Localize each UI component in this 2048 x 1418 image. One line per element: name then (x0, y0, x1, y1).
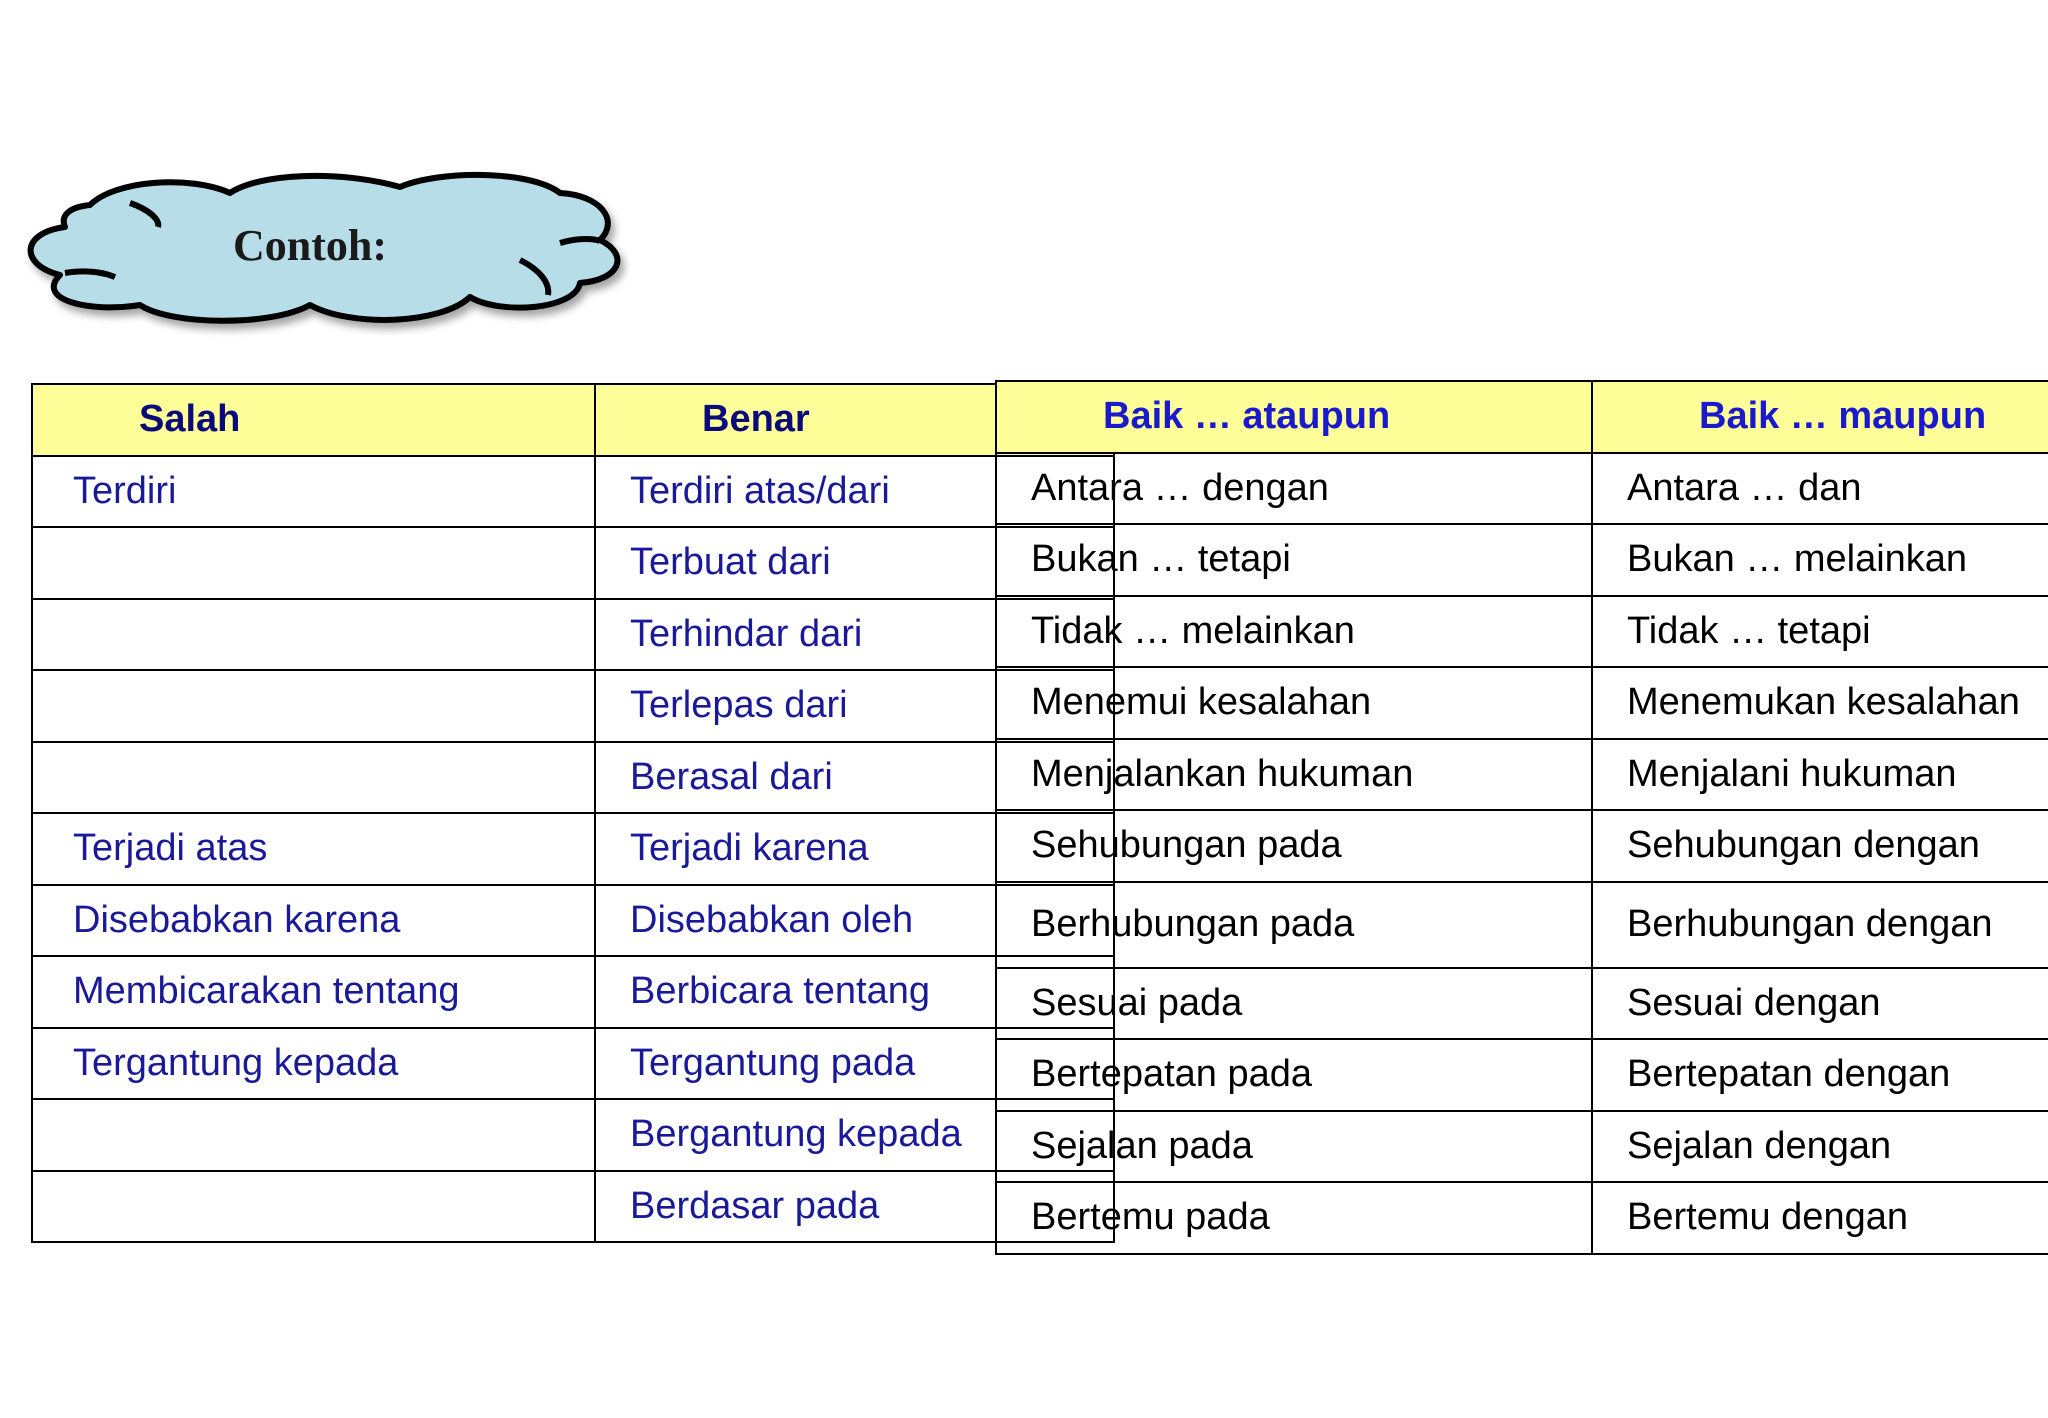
table-cell: Terlepas dari (595, 670, 1114, 742)
table-row (32, 885, 1114, 957)
kata-penghubung-table (995, 380, 2048, 1255)
table-cell (32, 670, 595, 742)
table-cell: Terdiri (32, 456, 595, 528)
table-cell: Antara … dan (1592, 453, 2048, 525)
table-cell: Tidak … tetapi (1592, 596, 2048, 668)
contoh-cloud-callout (20, 165, 630, 345)
table-cell: Antara … dengan (996, 453, 1592, 525)
table-row (32, 1028, 1114, 1100)
table-row (32, 956, 1114, 1028)
table-cell: Berasal dari (595, 742, 1114, 814)
table-cell: Sesuai pada (996, 968, 1592, 1040)
column-header-salah: Salah (32, 384, 595, 456)
column-header-benar: Benar (595, 384, 1114, 456)
table-header-row (996, 381, 2048, 453)
table-cell: Bertepatan dengan (1592, 1039, 2048, 1111)
table-cell: Berhubungan pada (996, 882, 1592, 968)
table-row (996, 596, 2048, 668)
table-cell (32, 527, 595, 599)
table-row (32, 813, 1114, 885)
table-cell: Tergantung kepada (32, 1028, 595, 1100)
table-cell (32, 1171, 595, 1243)
column-header-baik-maupun: Baik … maupun (1592, 381, 2048, 453)
table-cell (32, 599, 595, 671)
table-row (32, 1171, 1114, 1243)
table-cell: Disebabkan karena (32, 885, 595, 957)
table-header-row (32, 384, 1114, 456)
table-cell: Berbicara tentang (595, 956, 1114, 1028)
table-row (996, 968, 2048, 1040)
table-cell: Bukan … melainkan (1592, 524, 2048, 596)
table-cell: Sejalan dengan (1592, 1111, 2048, 1183)
table-row (996, 524, 2048, 596)
table-row (32, 527, 1114, 599)
table-cell: Terdiri atas/dari (595, 456, 1114, 528)
table-row (996, 739, 2048, 811)
table-row (996, 453, 2048, 525)
table-cell: Berhubungan dengan (1592, 882, 2048, 968)
table-cell: Sehubungan pada (996, 810, 1592, 882)
table-cell: Tidak … melainkan (996, 596, 1592, 668)
table-row (996, 1182, 2048, 1254)
table-cell: Tergantung pada (595, 1028, 1114, 1100)
table-cell: Bertepatan pada (996, 1039, 1592, 1111)
table-row (32, 456, 1114, 528)
table-row (996, 882, 2048, 968)
table-cell: Terhindar dari (595, 599, 1114, 671)
column-header-baik-ataupun: Baik … ataupun (996, 381, 1592, 453)
table-cell (32, 742, 595, 814)
table-cell: Sehubungan dengan (1592, 810, 2048, 882)
table-cell: Bertemu dengan (1592, 1182, 2048, 1254)
table-row (996, 1039, 2048, 1111)
table-row (996, 1111, 2048, 1183)
table-cell: Terbuat dari (595, 527, 1114, 599)
table-cell: Membicarakan tentang (32, 956, 595, 1028)
table-row (996, 810, 2048, 882)
table-cell: Menjalani hukuman (1592, 739, 2048, 811)
table-cell: Sejalan pada (996, 1111, 1592, 1183)
salah-benar-table (31, 383, 1115, 1243)
table-cell: Sesuai dengan (1592, 968, 2048, 1040)
table-cell: Bukan … tetapi (996, 524, 1592, 596)
table-cell: Menemukan kesalahan (1592, 667, 2048, 739)
table-cell: Terjadi karena (595, 813, 1114, 885)
table-cell: Menjalankan hukuman (996, 739, 1592, 811)
table-cell: Berdasar pada (595, 1171, 1114, 1243)
table-cell: Menemui kesalahan (996, 667, 1592, 739)
cloud-label: Contoh: (233, 221, 388, 270)
table-cell (32, 1099, 595, 1171)
table-cell: Bergantung kepada (595, 1099, 1114, 1171)
table-row (32, 670, 1114, 742)
table-row (32, 1099, 1114, 1171)
table-cell: Terjadi atas (32, 813, 595, 885)
table-cell: Bertemu pada (996, 1182, 1592, 1254)
table-row (996, 667, 2048, 739)
table-cell: Disebabkan oleh (595, 885, 1114, 957)
table-row (32, 742, 1114, 814)
table-row (32, 599, 1114, 671)
